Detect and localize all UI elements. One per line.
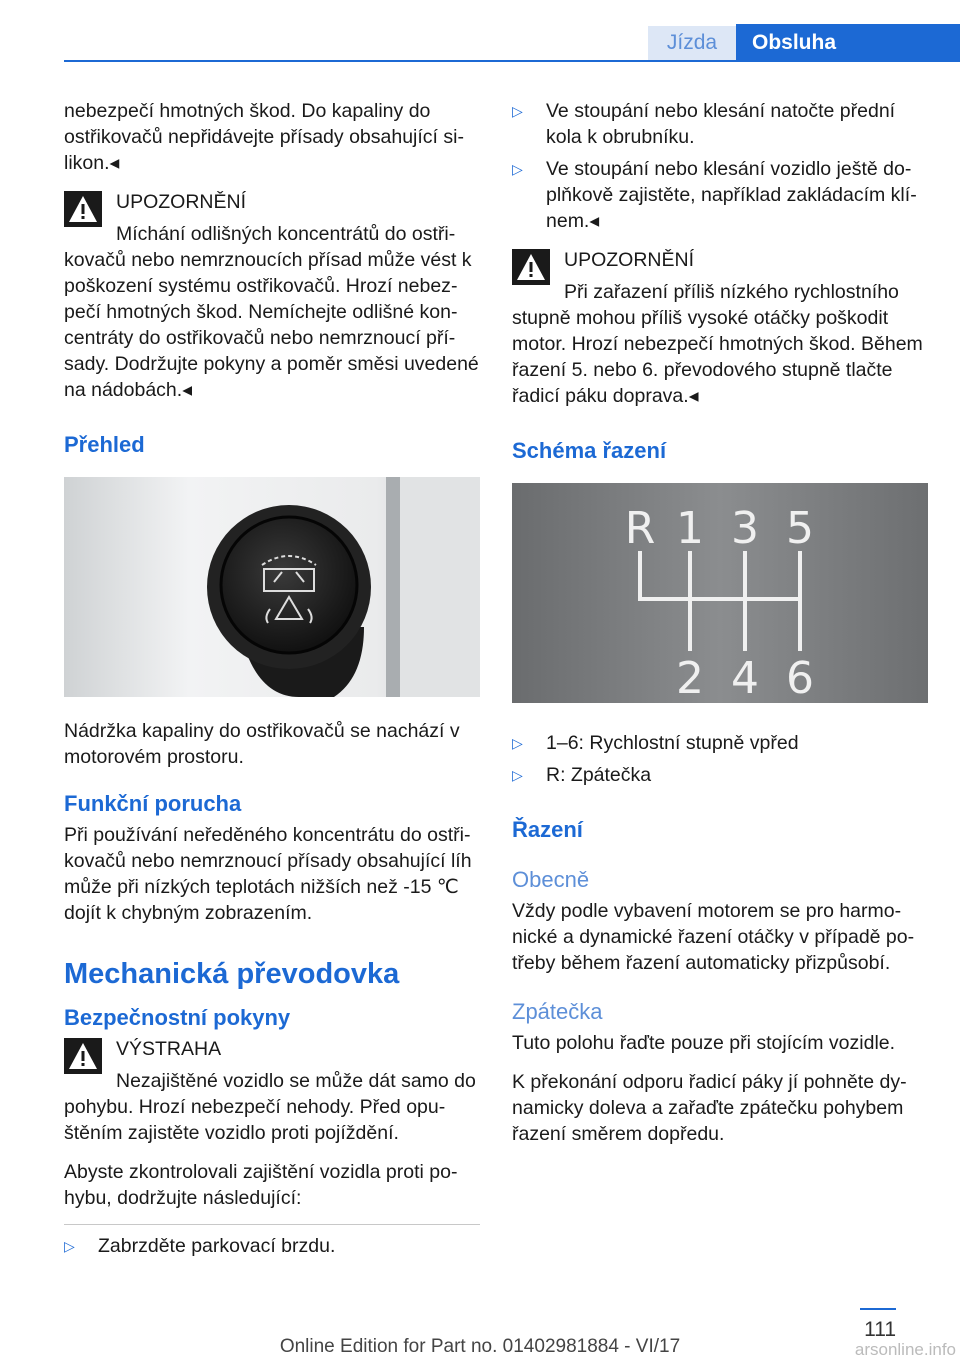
abyste-text: Abyste zkontrolovali zajištění vozidla proti pohybu, dodržujte následující: [64, 1161, 458, 1209]
left-column [64, 98, 480, 1272]
obecne-text: Vždy podle vybavení motorem se pro harmonické a dynamické řazení otáčky v případě potřeby během řazení automaticky přizpůsobí. [512, 900, 915, 974]
gear-label: R [624, 503, 656, 554]
list-item: ▷ 1–6: Rychlostní stupně vpřed [512, 732, 799, 754]
triangle-bullet-icon: ▷ [512, 735, 523, 751]
edition-footer: Online Edition for Part no. 01402981884 - VI/17 [279, 1336, 681, 1357]
warning-text: Míchání odlišných koncentrátů do ostřikovačů nebo nemrznoucích přísad může vést k poškození systému ostřikovačů. Hrozí nebezpečí hmotných škod. Nemíchejte odlišné koncentráty do ostřikovačů nebo nemrznoucí přísady. Dodržujte pokyny a poměr směsi uvedené na nádobách.◂ [64, 223, 479, 401]
list-item: ▷ Ve stoupání nebo klesání vozidlo ještě doplňkově zajistěte, například zakládacím klínem.◂ [512, 158, 917, 232]
gear-label: 6 [786, 653, 814, 703]
warning-block [512, 247, 928, 409]
warning-title: VÝSTRAHA [116, 1038, 222, 1060]
warning-block [64, 189, 480, 403]
triangle-bullet-icon: ▷ [512, 103, 523, 119]
warning-text: Nezajištěné vozidlo se může dát samo do pohybu. Hrozí nebezpečí nehody. Před opuštěním zajistěte vozidlo proti pojíždění. [64, 1070, 476, 1144]
list-item: ▷ R: Zpátečka [512, 764, 652, 786]
heading-funkcni-porucha: Funkční porucha [64, 791, 242, 816]
zpatecka-text: Tuto polohu řaďte pouze při stojícím vozidle. [512, 1032, 896, 1054]
page-number-rule [860, 1308, 896, 1310]
warning-title: UPOZORNĚNÍ [564, 249, 695, 271]
list-item: ▷ Zabrzděte parkovací brzdu. [64, 1235, 336, 1257]
bullet-list [512, 730, 928, 788]
heading-razeni: Řazení [512, 817, 583, 842]
heading-schema-razeni: Schéma řazení [512, 438, 667, 463]
heading-obecne: Obecně [512, 867, 590, 892]
gear-label: 4 [731, 653, 759, 703]
list-item: ▷ Ve stoupání nebo klesání natočte přední kola k obrubníku. [512, 100, 896, 148]
tab-obsluha[interactable]: Obsluha [736, 24, 960, 62]
zpatecka-text: K překonání odporu řadicí páky jí pohněte dynamicky doleva a zařaďte zpátečku pohybem řazení směrem dopředu. [512, 1071, 907, 1145]
warning-icon [512, 249, 550, 285]
warning-text: Při zařazení příliš nízkého rychlostního stupně mohou příliš vysoké otáčky poškodit motor. Hrozí nebezpečí hmotných škod. Během řazení 5. nebo 6. převodového stupně tlačte řadicí páku doprava.◂ [512, 281, 923, 407]
warning-block [64, 1036, 480, 1146]
intro-text: nebezpečí hmotných škod. Do kapaliny do ostřikovačů nepřidávejte přísady obsahující silikon.◂ [64, 100, 464, 174]
warning-icon [64, 191, 102, 227]
tab-jizda[interactable]: Jízda [648, 26, 736, 60]
triangle-bullet-icon: ▷ [64, 1238, 75, 1254]
triangle-bullet-icon: ▷ [512, 161, 523, 177]
warning-title: UPOZORNĚNÍ [116, 191, 247, 213]
heading-zpatecka: Zpátečka [512, 999, 603, 1024]
gear-label: 1 [676, 503, 704, 554]
right-column [512, 98, 928, 1160]
heading-mechanicka-prevodovka: Mechanická převodovka [64, 958, 400, 990]
washer-reservoir-image [64, 477, 480, 697]
heading-prehled: Přehled [64, 432, 145, 457]
bullet-list [512, 98, 928, 234]
porucha-text: Při používání neředěného koncentrátu do ostřikovačů nebo nemrznoucí přísady obsahující líh může při nízkých teplotách nižších než -15 ℃ dojít k chybným zobrazením. [64, 824, 472, 924]
triangle-bullet-icon: ▷ [512, 767, 523, 783]
watermark: arsonline.info [854, 1340, 956, 1359]
gear-label: 3 [731, 503, 759, 554]
gear-pattern-image [512, 483, 928, 703]
gear-label: 5 [786, 503, 814, 554]
image-caption: Nádržka kapaliny do ostřikovačů se nachází v motorovém prostoru. [64, 720, 460, 768]
warning-icon [64, 1038, 102, 1074]
header-rule [64, 60, 960, 62]
bullet-list [64, 1233, 480, 1259]
gear-label: 2 [676, 653, 704, 703]
page-number: 111 [864, 1318, 896, 1341]
list-rule [64, 1224, 480, 1225]
heading-bezpecnostni-pokyny: Bezpečnostní pokyny [64, 1005, 291, 1030]
